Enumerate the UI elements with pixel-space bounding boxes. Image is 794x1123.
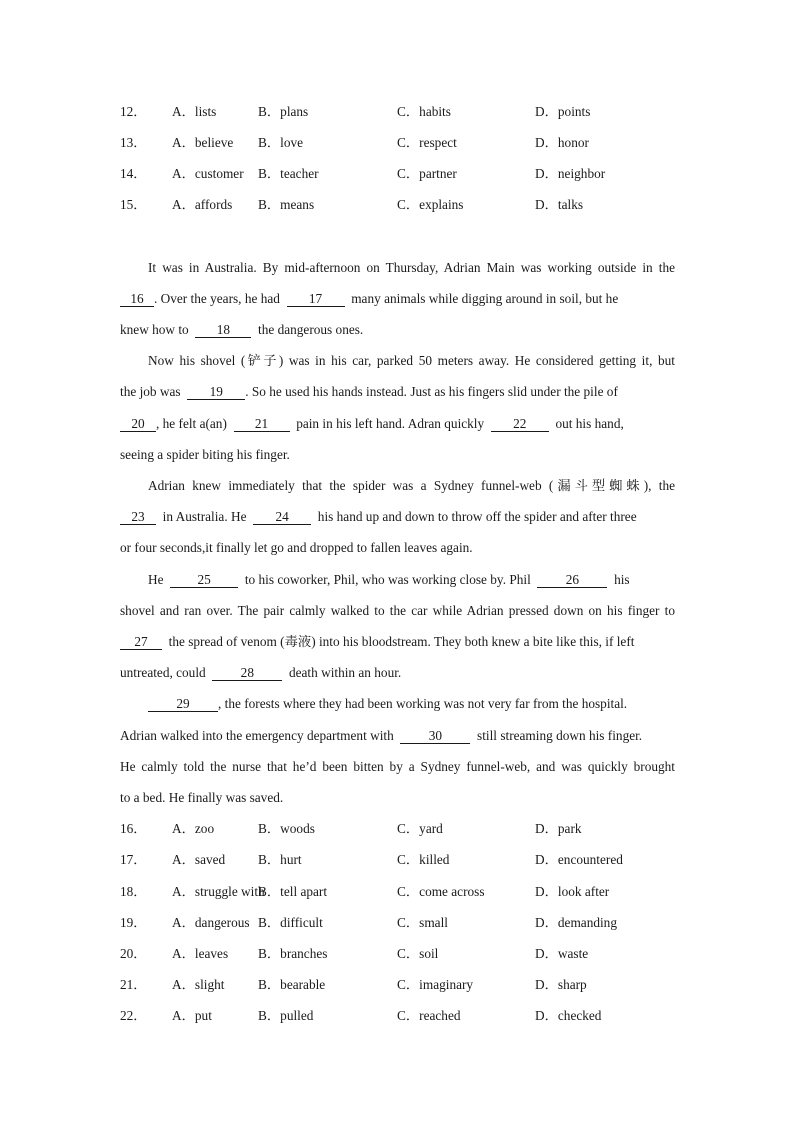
option-a[interactable]: A．customer bbox=[172, 166, 244, 181]
passage-line: seeing a spider biting his finger. bbox=[120, 447, 290, 462]
option-b[interactable]: B．difficult bbox=[258, 915, 323, 930]
question-number: 18． bbox=[120, 884, 147, 899]
blank-18[interactable]: 18 bbox=[195, 322, 251, 338]
option-d[interactable]: D．neighbor bbox=[535, 166, 606, 181]
blank-19[interactable]: 19 bbox=[187, 384, 245, 400]
passage-line: 16 . Over the years, he had 17 many animals while digging around in soil, but he bbox=[120, 289, 675, 309]
option-c[interactable]: C．yard bbox=[397, 821, 443, 836]
passage-line: It was in Australia. By mid-afternoon on Thursday, Adrian Main was working outside in the bbox=[148, 260, 675, 275]
option-c[interactable]: C．reached bbox=[397, 1008, 461, 1023]
question-row bbox=[120, 850, 680, 870]
passage-line: knew how to 18 the dangerous ones. bbox=[120, 322, 364, 337]
option-d[interactable]: D．demanding bbox=[535, 915, 617, 930]
option-a[interactable]: A．zoo bbox=[172, 821, 215, 836]
blank-29[interactable]: 29 bbox=[148, 696, 218, 712]
question-number: 12． bbox=[120, 104, 147, 119]
option-d[interactable]: D．look after bbox=[535, 884, 610, 899]
passage-line: 20 , he felt a(an) 21 pain in his left hand. Adran quickly 22 out his hand, bbox=[120, 414, 675, 434]
blank-28[interactable]: 28 bbox=[212, 665, 282, 681]
option-c[interactable]: C．partner bbox=[397, 166, 457, 181]
question-number: 13． bbox=[120, 135, 147, 150]
passage-line: 29 , the forests where they had been working was not very far from the hospital. bbox=[120, 694, 675, 714]
option-b[interactable]: B．plans bbox=[258, 104, 309, 119]
option-b[interactable]: B．branches bbox=[258, 946, 328, 961]
blank-27[interactable]: 27 bbox=[120, 634, 162, 650]
blank-20[interactable]: 20 bbox=[120, 416, 156, 432]
option-a[interactable]: A．struggle with bbox=[172, 884, 265, 899]
blank-30[interactable]: 30 bbox=[400, 728, 470, 744]
passage-line: untreated, could 28 death within an hour. bbox=[120, 665, 402, 680]
option-b[interactable]: B．tell apart bbox=[258, 884, 328, 899]
option-b[interactable]: B．hurt bbox=[258, 852, 302, 867]
option-a[interactable]: A．believe bbox=[172, 135, 234, 150]
option-c[interactable]: C．explains bbox=[397, 197, 464, 212]
question-number: 14． bbox=[120, 166, 147, 181]
question-row bbox=[120, 102, 680, 122]
question-number: 20． bbox=[120, 946, 147, 961]
question-row bbox=[120, 975, 680, 995]
question-row bbox=[120, 882, 680, 902]
option-c[interactable]: C．small bbox=[397, 915, 448, 930]
option-d[interactable]: D．points bbox=[535, 104, 591, 119]
question-number: 21． bbox=[120, 977, 147, 992]
blank-21[interactable]: 21 bbox=[234, 416, 290, 432]
question-number: 15． bbox=[120, 197, 147, 212]
option-c[interactable]: C．killed bbox=[397, 852, 450, 867]
question-row bbox=[120, 819, 680, 839]
question-row bbox=[120, 164, 680, 184]
question-number: 22． bbox=[120, 1008, 147, 1023]
passage-line: or four seconds,it finally let go and dropped to fallen leaves again. bbox=[120, 540, 473, 555]
passage-line: shovel and ran over. The pair calmly walked to the car while Adrian pressed down on his finger to bbox=[120, 603, 675, 618]
option-d[interactable]: D．sharp bbox=[535, 977, 587, 992]
option-d[interactable]: D．park bbox=[535, 821, 582, 836]
option-c[interactable]: C．come across bbox=[397, 884, 485, 899]
passage-line: 27 the spread of venom (毒液) into his bloodstream. They both knew a bite like this, if left bbox=[120, 632, 675, 652]
option-c[interactable]: C．respect bbox=[397, 135, 457, 150]
option-a[interactable]: A．dangerous bbox=[172, 915, 250, 930]
passage-line: Now his shovel (铲子) was in his car, parked 50 meters away. He considered getting it, but bbox=[148, 353, 675, 368]
option-b[interactable]: B．pulled bbox=[258, 1008, 314, 1023]
passage-line: He calmly told the nurse that he’d been bitten by a Sydney funnel-web, and was quickly brought bbox=[120, 759, 675, 774]
option-b[interactable]: B．love bbox=[258, 135, 304, 150]
question-row bbox=[120, 133, 680, 153]
option-a[interactable]: A．slight bbox=[172, 977, 225, 992]
question-row bbox=[120, 944, 680, 964]
option-b[interactable]: B．means bbox=[258, 197, 315, 212]
option-d[interactable]: D．talks bbox=[535, 197, 584, 212]
blank-24[interactable]: 24 bbox=[253, 509, 311, 525]
passage-line: to a bed. He finally was saved. bbox=[120, 790, 284, 805]
option-d[interactable]: D．checked bbox=[535, 1008, 602, 1023]
question-row bbox=[120, 195, 680, 215]
option-a[interactable]: A．leaves bbox=[172, 946, 229, 961]
option-b[interactable]: B．woods bbox=[258, 821, 315, 836]
passage-line: Adrian knew immediately that the spider was a Sydney funnel-web (漏斗型蜘蛛), the bbox=[148, 478, 675, 493]
blank-25[interactable]: 25 bbox=[170, 572, 238, 588]
option-a[interactable]: A．affords bbox=[172, 197, 233, 212]
passage-line: 23 in Australia. He 24 his hand up and down to throw off the spider and after three bbox=[120, 507, 675, 527]
blank-17[interactable]: 17 bbox=[287, 291, 345, 307]
option-c[interactable]: C．imaginary bbox=[397, 977, 474, 992]
blank-16[interactable]: 16 bbox=[120, 291, 154, 307]
question-row bbox=[120, 913, 680, 933]
blank-23[interactable]: 23 bbox=[120, 509, 156, 525]
option-a[interactable]: A．lists bbox=[172, 104, 217, 119]
question-row bbox=[120, 1006, 680, 1026]
option-a[interactable]: A．put bbox=[172, 1008, 212, 1023]
option-d[interactable]: D．honor bbox=[535, 135, 589, 150]
passage-line: He 25 to his coworker, Phil, who was working close by. Phil 26 his bbox=[148, 572, 630, 587]
option-c[interactable]: C．soil bbox=[397, 946, 439, 961]
question-number: 17． bbox=[120, 852, 147, 867]
option-b[interactable]: B．bearable bbox=[258, 977, 326, 992]
question-number: 19． bbox=[120, 915, 147, 930]
question-number: 16． bbox=[120, 821, 147, 836]
option-a[interactable]: A．saved bbox=[172, 852, 226, 867]
option-c[interactable]: C．habits bbox=[397, 104, 451, 119]
passage-line: the job was 19 . So he used his hands instead. Just as his fingers slid under the pile of bbox=[120, 384, 618, 399]
option-b[interactable]: B．teacher bbox=[258, 166, 319, 181]
option-d[interactable]: D．encountered bbox=[535, 852, 623, 867]
option-d[interactable]: D．waste bbox=[535, 946, 589, 961]
blank-26[interactable]: 26 bbox=[537, 572, 607, 588]
blank-22[interactable]: 22 bbox=[491, 416, 549, 432]
passage-line: Adrian walked into the emergency department with 30 still streaming down his finger. bbox=[120, 728, 643, 743]
